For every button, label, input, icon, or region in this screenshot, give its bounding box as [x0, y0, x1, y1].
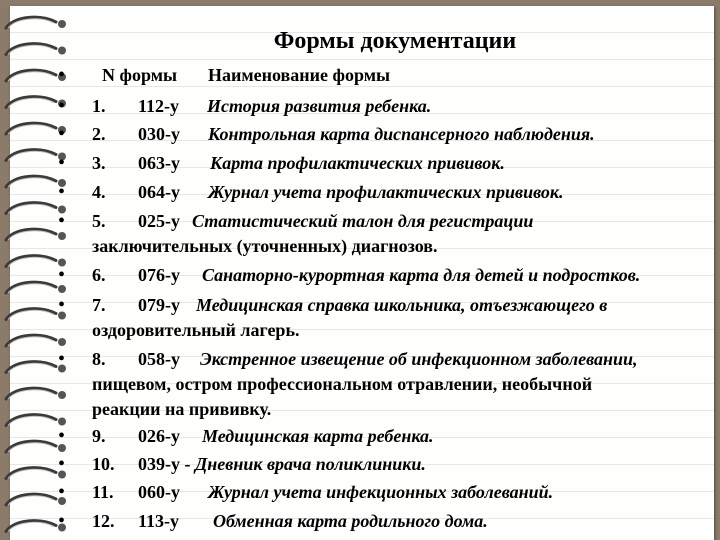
table-header: [102, 64, 390, 86]
bullet-icon: •: [58, 481, 66, 503]
form-name: Статистический талон для регистрации: [192, 211, 534, 231]
form-number: 6.: [92, 265, 106, 285]
spiral-ring-icon: [6, 441, 66, 452]
bullet-icon: •: [58, 210, 66, 232]
list-item: [92, 348, 638, 370]
spiral-ring-icon: [6, 521, 66, 532]
list-item: [92, 453, 426, 475]
bullet-icon: •: [58, 294, 66, 316]
bullet-icon: •: [58, 181, 66, 203]
form-code: 113-у: [138, 511, 180, 531]
spiral-ring-icon: [6, 150, 66, 161]
bullet-icon: •: [58, 264, 66, 286]
bullet-icon: •: [58, 510, 66, 532]
form-number: 5.: [92, 211, 106, 231]
list-item: [92, 210, 533, 232]
list-item: [92, 425, 434, 447]
form-number: 8.: [92, 349, 106, 369]
list-item: [92, 123, 595, 145]
slide-title: Формы документации: [273, 28, 517, 54]
form-code: 112-у: [138, 96, 180, 116]
list-item: [92, 264, 640, 286]
form-code: 030-у: [138, 124, 180, 144]
form-number: 10.: [92, 454, 115, 474]
form-number: 1.: [92, 96, 106, 116]
form-number: 2.: [92, 124, 106, 144]
bullet-icon: •: [58, 123, 66, 145]
bullet-icon: •: [58, 152, 66, 174]
bullet-icon: •: [58, 95, 66, 117]
spiral-ring-icon: [6, 256, 66, 267]
spiral-ring-icon: [6, 229, 66, 240]
spiral-ring-icon: [6, 70, 66, 81]
spiral-ring-icon: [6, 97, 66, 108]
form-code: 063-у: [138, 153, 180, 173]
form-name: Карта профилактических прививок.: [210, 153, 505, 173]
form-code: 064-у: [138, 182, 180, 202]
bullet-column: [58, 0, 78, 540]
form-number: 7.: [92, 295, 106, 315]
spiral-ring-icon: [6, 309, 66, 320]
form-number: 9.: [92, 426, 106, 446]
form-name-continuation: заключительных (уточненных) диагнозов.: [92, 236, 438, 256]
spiral-ring-icon: [6, 123, 66, 134]
spiral-ring-icon: [6, 203, 66, 214]
form-code: 039-у: [138, 454, 180, 474]
form-name-continuation: пищевом, остром профессиональном отравлении, необычной: [92, 374, 593, 394]
form-name-continuation: реакции на прививку.: [92, 399, 272, 419]
form-code: 060-у: [138, 482, 180, 502]
header-col-number: N формы: [102, 65, 178, 85]
form-name: Медицинская карта ребенка.: [202, 426, 434, 446]
form-separator: -: [180, 454, 195, 474]
form-number: 12.: [92, 511, 115, 531]
list-item: [92, 510, 488, 532]
spiral-ring-icon: [6, 335, 66, 346]
spiral-ring-icon: [6, 468, 66, 479]
form-code: 026-у: [138, 426, 180, 446]
form-name: Санаторно-курортная карта для детей и подростков.: [202, 265, 641, 285]
form-code: 079-у: [138, 295, 180, 315]
bullet-icon: •: [58, 348, 66, 370]
form-name: Медицинская справка школьника, отъезжающего в: [196, 295, 608, 315]
form-number: 11.: [92, 482, 114, 502]
form-name: Контрольная карта диспансерного наблюдения.: [208, 124, 595, 144]
form-name: Экстренное извещение об инфекционном заболевании,: [200, 349, 638, 369]
bullet-icon: •: [58, 425, 66, 447]
bullet-icon: •: [58, 64, 66, 86]
form-code: 076-у: [138, 265, 180, 285]
form-number: 3.: [92, 153, 106, 173]
spiral-ring-icon: [6, 494, 66, 505]
spiral-ring-icon: [6, 362, 66, 373]
form-name: Дневник врача поликлиники.: [195, 454, 426, 474]
list-item: [92, 481, 553, 503]
form-number: 4.: [92, 182, 106, 202]
spiral-ring-icon: [6, 176, 66, 187]
list-item: [92, 294, 607, 316]
form-name-continuation: оздоровительный лагерь.: [92, 320, 300, 340]
list-item: [92, 95, 431, 117]
form-name: История развития ребенка.: [207, 96, 432, 116]
form-code: 025-у: [138, 211, 180, 231]
spiral-ring-icon: [6, 415, 66, 426]
form-name: Журнал учета инфекционных заболеваний.: [208, 482, 554, 502]
form-name: Обменная карта родильного дома.: [213, 511, 488, 531]
header-col-name: Наименование формы: [208, 65, 391, 85]
list-item: [92, 181, 564, 203]
form-code: 058-у: [138, 349, 180, 369]
form-name: Журнал учета профилактических прививок.: [208, 182, 564, 202]
spiral-ring-icon: [6, 282, 66, 293]
spiral-ring-icon: [6, 44, 66, 55]
spiral-ring-icon: [6, 388, 66, 399]
bullet-icon: •: [58, 453, 66, 475]
spiral-ring-icon: [6, 17, 66, 28]
list-item: [92, 152, 505, 174]
